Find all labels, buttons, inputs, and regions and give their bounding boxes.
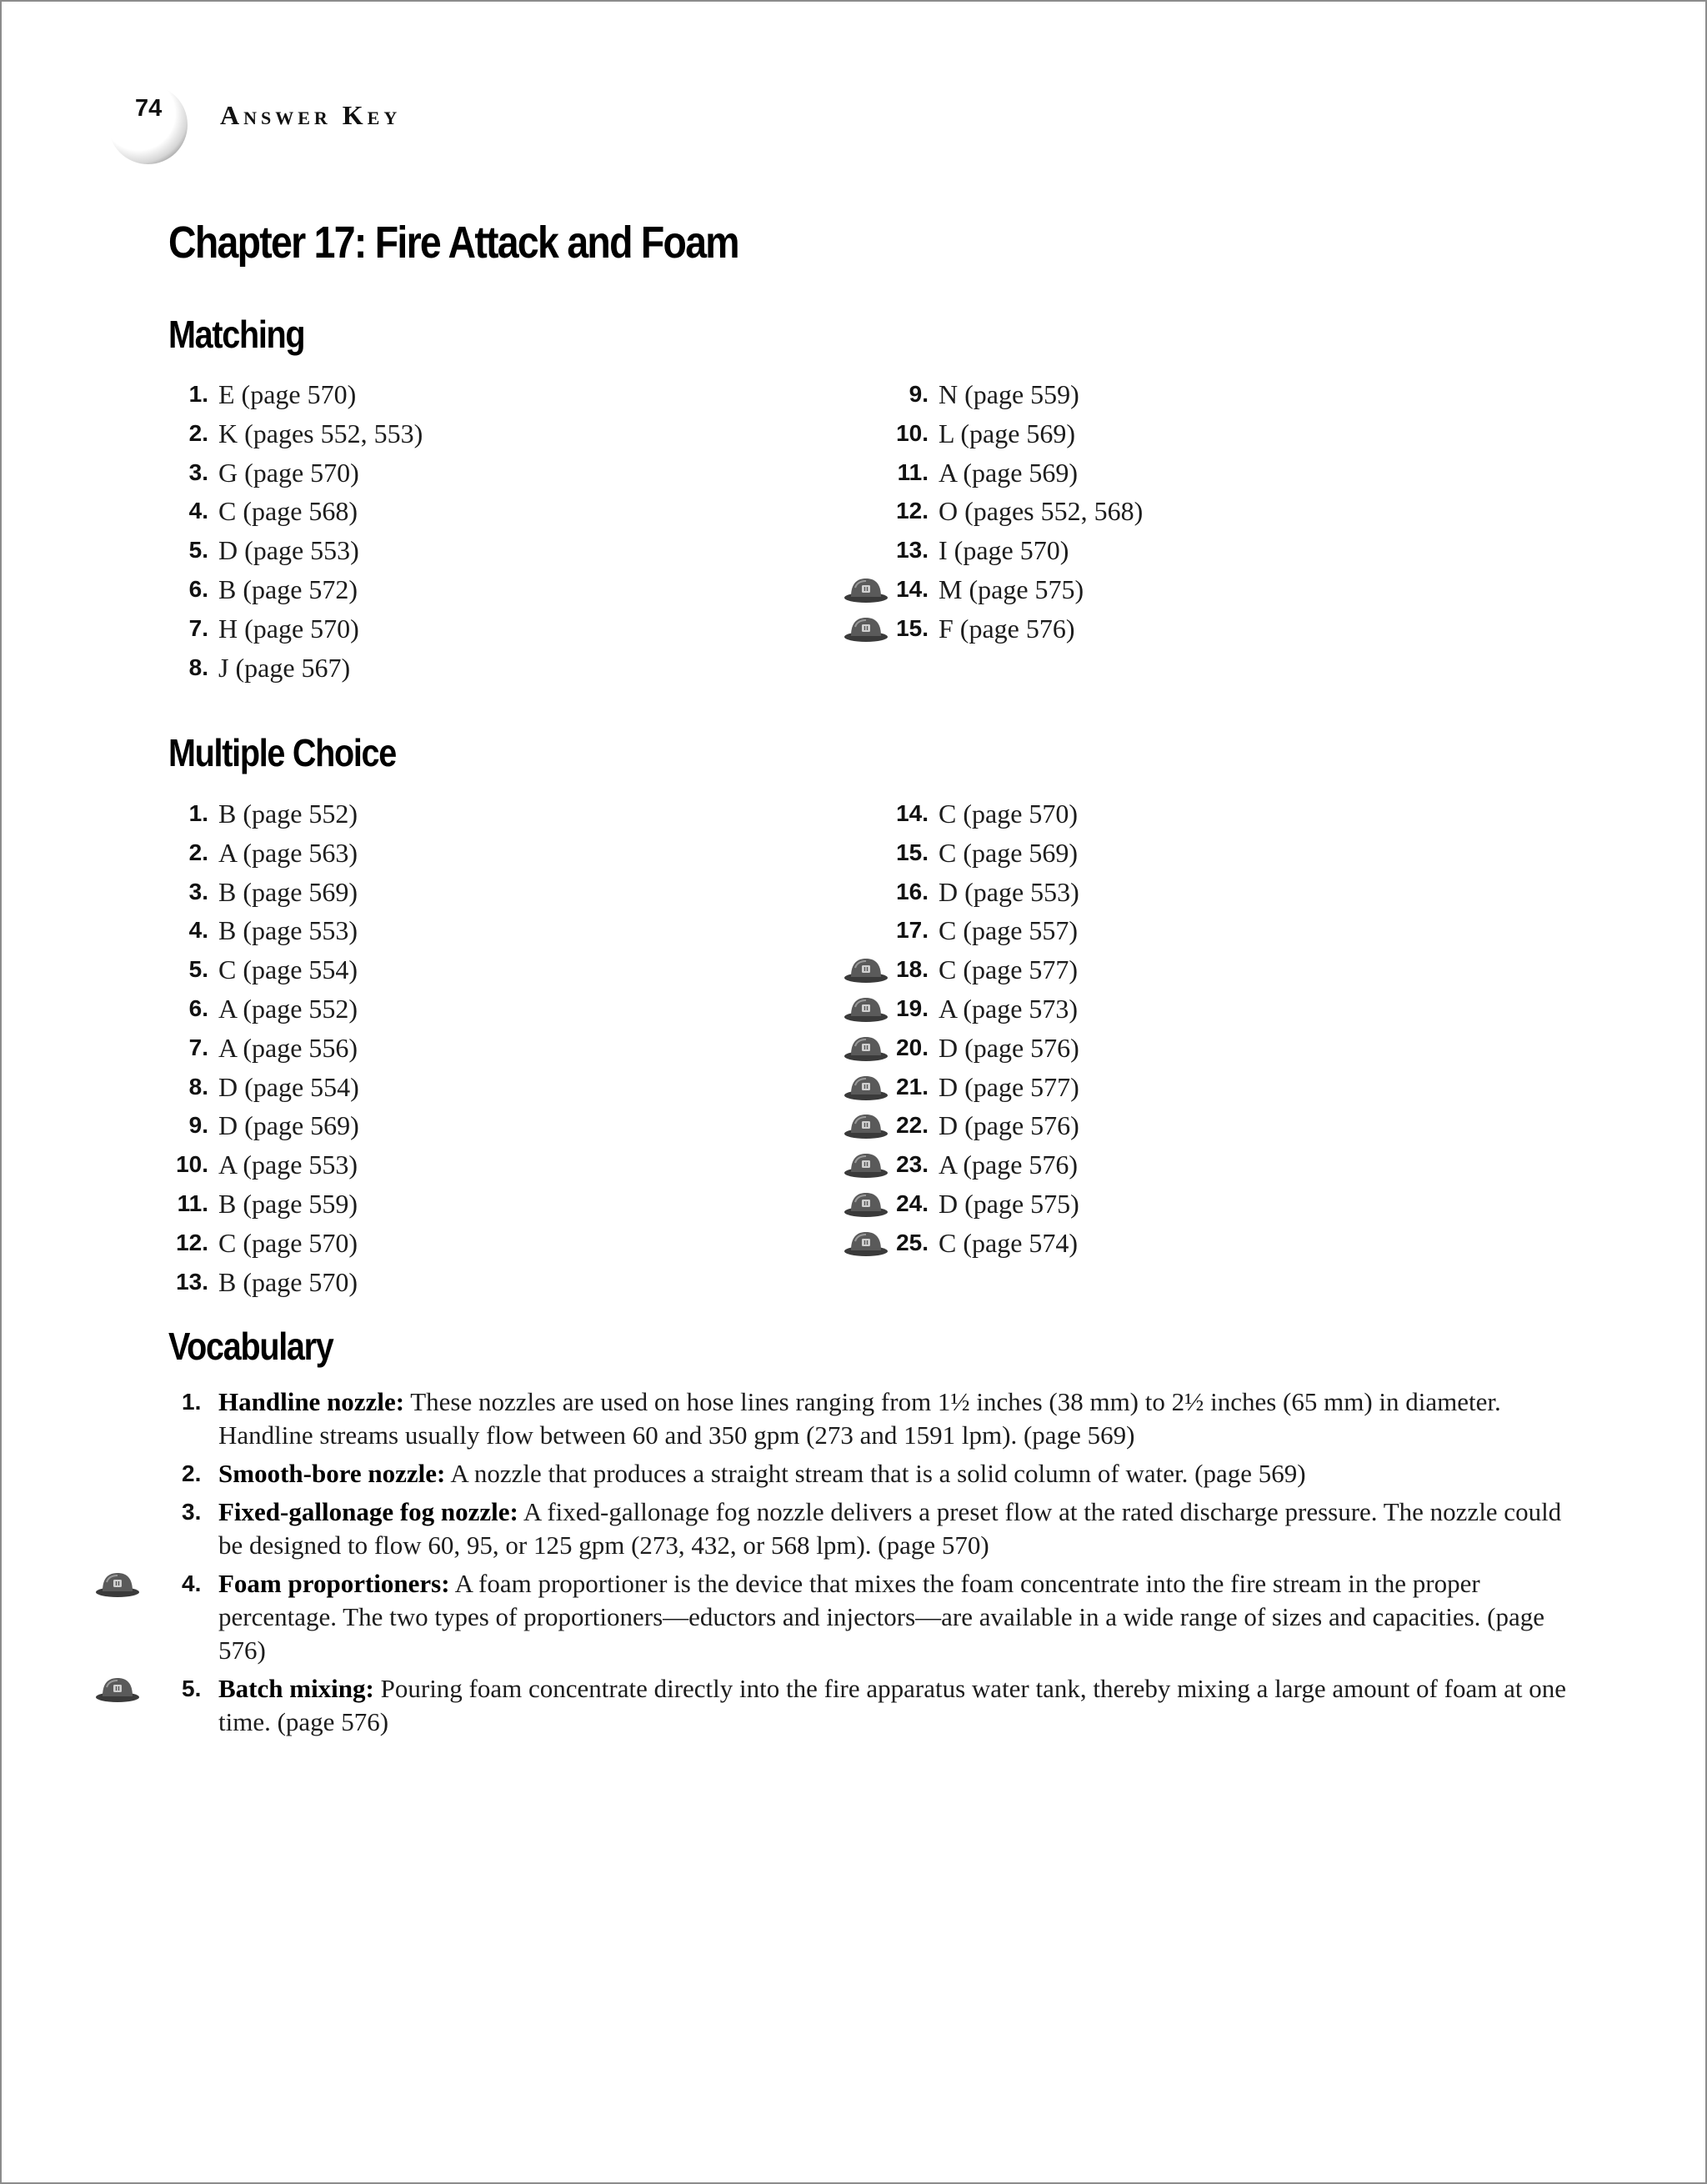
vocabulary-number: 5. <box>182 1676 202 1701</box>
firefighter-helmet-icon <box>843 1112 889 1140</box>
answer-number: 7. <box>188 614 208 641</box>
matching-right-column <box>896 375 1144 649</box>
answer-text: D (page 576) <box>939 1110 1079 1141</box>
section-title-vocabulary: Vocabulary <box>168 1325 333 1368</box>
firefighter-helmet-icon <box>95 1570 140 1599</box>
answer-number: 18. <box>896 956 929 983</box>
answer-number: 12. <box>176 1229 208 1255</box>
answer-text: C (page 574) <box>939 1227 1079 1258</box>
vocabulary-item <box>182 1457 1569 1490</box>
section-title-matching: Matching <box>168 313 305 356</box>
answer-item <box>188 492 423 531</box>
vocabulary-term: Handline nozzle: <box>218 1387 405 1416</box>
answer-item <box>896 1029 1079 1068</box>
answer-item <box>188 950 359 989</box>
answer-number: 6. <box>188 575 208 602</box>
answer-number: 20. <box>896 1034 929 1060</box>
answer-number: 11. <box>177 1190 208 1216</box>
chapter-title: Chapter 17: Fire Attack and Foam <box>168 218 738 268</box>
answer-text: A (page 576) <box>939 1150 1079 1180</box>
vocabulary-number: 1. <box>182 1389 202 1415</box>
answer-item <box>188 375 423 414</box>
answer-item <box>896 531 1143 570</box>
answer-number: 21. <box>896 1073 929 1100</box>
answer-item <box>188 834 359 873</box>
answer-text: A (page 563) <box>218 837 358 868</box>
vocabulary-item <box>182 1672 1569 1739</box>
firefighter-helmet-icon <box>95 1676 140 1704</box>
answer-text: C (page 570) <box>218 1227 358 1258</box>
answer-text: C (page 568) <box>218 496 358 527</box>
answer-text: H (page 570) <box>218 613 359 644</box>
answer-text: D (page 554) <box>218 1071 359 1102</box>
vocabulary-item <box>182 1567 1569 1667</box>
answer-number: 14. <box>896 575 929 602</box>
answer-item <box>188 1029 359 1068</box>
answer-item <box>176 1263 359 1302</box>
answer-item <box>896 989 1079 1029</box>
answer-number: 14. <box>896 800 929 826</box>
vocabulary-number: 2. <box>182 1460 202 1486</box>
answer-item <box>897 453 1143 493</box>
firefighter-helmet-icon <box>843 576 889 604</box>
answer-item <box>188 414 423 453</box>
answer-text: D (page 553) <box>218 535 359 566</box>
vocabulary-definition <box>218 1385 1569 1452</box>
firefighter-helmet-icon <box>843 1151 889 1180</box>
answer-item <box>188 794 359 834</box>
answer-text: L (page 569) <box>939 418 1076 448</box>
answer-item <box>188 453 423 493</box>
answer-number: 1. <box>188 381 208 407</box>
answer-number: 23. <box>896 1151 929 1178</box>
answer-number: 24. <box>896 1190 929 1216</box>
answer-item <box>177 1185 359 1224</box>
answer-text: D (page 569) <box>218 1110 359 1141</box>
answer-text: B (page 570) <box>218 1266 358 1297</box>
answer-text: B (page 552) <box>218 799 358 829</box>
answer-item <box>896 834 1079 873</box>
firefighter-helmet-icon <box>843 1190 889 1219</box>
answer-text: I (page 570) <box>939 535 1069 566</box>
answer-number: 25. <box>896 1229 929 1255</box>
answer-item <box>896 570 1143 609</box>
answer-number: 4. <box>188 498 208 524</box>
firefighter-helmet-icon <box>843 956 889 984</box>
answer-item <box>188 531 423 570</box>
firefighter-helmet-icon <box>843 995 889 1024</box>
answer-item <box>896 1224 1079 1263</box>
vocabulary-term: Foam proportioners: <box>218 1569 450 1598</box>
answer-text: G (page 570) <box>218 457 359 488</box>
vocabulary-text: A fixed-gallonage fog nozzle delivers a preset flow at the rated discharge pressure. The nozzle could be designed to flow 60, 95, or 125 gpm (273, 432, or 568 lpm). (page 570) <box>218 1497 1562 1560</box>
multiple-choice-right-column <box>896 794 1079 1263</box>
answer-text: A (page 569) <box>939 457 1079 488</box>
matching-left-column <box>188 375 423 687</box>
answer-text: D (page 575) <box>939 1188 1079 1219</box>
answer-text: A (page 556) <box>218 1032 358 1063</box>
answer-text: C (page 569) <box>939 837 1079 868</box>
vocabulary-term: Fixed-gallonage fog nozzle: <box>218 1497 518 1526</box>
answer-number: 7. <box>188 1034 208 1060</box>
vocabulary-term: Batch mixing: <box>218 1674 374 1703</box>
answer-text: E (page 570) <box>218 379 357 409</box>
answer-item <box>188 649 423 688</box>
answer-number: 8. <box>188 1073 208 1100</box>
answer-item <box>896 911 1079 950</box>
answer-item <box>188 570 423 609</box>
answer-text: A (page 573) <box>939 993 1079 1024</box>
vocabulary-item <box>182 1385 1569 1452</box>
answer-item <box>188 989 359 1029</box>
running-head: Answer Key <box>220 100 402 130</box>
answer-number: 9. <box>909 381 929 407</box>
answer-text: B (page 553) <box>218 915 358 946</box>
answer-number: 16. <box>896 878 929 904</box>
answer-number: 3. <box>188 458 208 485</box>
answer-number: 17. <box>896 917 929 944</box>
firefighter-helmet-icon <box>843 1034 889 1063</box>
answer-item <box>909 375 1143 414</box>
answer-text: J (page 567) <box>218 652 351 683</box>
answer-text: M (page 575) <box>939 574 1084 604</box>
answer-text: B (page 569) <box>218 876 358 907</box>
answer-number: 19. <box>896 994 929 1021</box>
answer-item <box>188 609 423 649</box>
multiple-choice-left-column <box>176 794 359 1301</box>
section-title-multiple-choice: Multiple Choice <box>168 731 396 774</box>
vocabulary-definition <box>218 1567 1569 1667</box>
firefighter-helmet-icon <box>843 1074 889 1102</box>
answer-text: K (pages 552, 553) <box>218 418 423 448</box>
vocabulary-text: Pouring foam concentrate directly into the fire apparatus water tank, thereby mixing a large amount of foam at one time. (page 576) <box>218 1674 1566 1736</box>
answer-item <box>896 492 1144 531</box>
answer-item <box>896 414 1143 453</box>
answer-text: C (page 577) <box>939 954 1079 985</box>
answer-item <box>896 950 1079 989</box>
answer-number: 3. <box>188 878 208 904</box>
answer-item <box>896 609 1143 649</box>
answer-item <box>176 1145 359 1185</box>
answer-number: 10. <box>176 1151 208 1178</box>
answer-text: B (page 572) <box>218 574 358 604</box>
answer-number: 2. <box>188 839 208 865</box>
answer-item <box>896 1145 1079 1185</box>
answer-text: N (page 559) <box>939 379 1079 409</box>
answer-number: 10. <box>896 419 929 446</box>
firefighter-helmet-icon <box>843 1230 889 1258</box>
answer-item <box>188 1068 359 1107</box>
answer-text: D (page 553) <box>939 876 1079 907</box>
answer-item <box>896 1068 1079 1107</box>
answer-text: D (page 576) <box>939 1032 1079 1063</box>
answer-number: 2. <box>188 419 208 446</box>
answer-item <box>188 911 359 950</box>
vocabulary-definition <box>218 1672 1569 1739</box>
answer-number: 15. <box>896 839 929 865</box>
answer-item <box>896 1185 1079 1224</box>
answer-number: 12. <box>896 498 929 524</box>
answer-number: 13. <box>176 1268 208 1295</box>
answer-number: 8. <box>188 654 208 680</box>
vocabulary-text: A nozzle that produces a straight stream that is a solid column of water. (page 569) <box>445 1459 1306 1488</box>
vocabulary-number: 4. <box>182 1570 202 1596</box>
vocabulary-item <box>182 1495 1569 1562</box>
answer-number: 5. <box>188 956 208 983</box>
answer-text: C (page 570) <box>939 799 1079 829</box>
answer-item <box>896 794 1079 834</box>
answer-text: O (pages 552, 568) <box>939 496 1144 527</box>
vocabulary-definition <box>218 1457 1569 1490</box>
answer-number: 11. <box>897 458 929 485</box>
vocabulary-term: Smooth-bore nozzle: <box>218 1459 446 1488</box>
answer-text: D (page 577) <box>939 1071 1079 1102</box>
vocabulary-text: These nozzles are used on hose lines ranging from 1½ inches (38 mm) to 2½ inches (65 mm) in diameter. Handline streams usually flow between 60 and 350 gpm (273 and 1591 lpm). (page 569) <box>218 1387 1501 1450</box>
answer-number: 9. <box>188 1112 208 1139</box>
answer-number: 5. <box>188 537 208 564</box>
answer-number: 13. <box>896 537 929 564</box>
answer-item <box>188 873 359 912</box>
answer-item <box>896 873 1079 912</box>
vocabulary-text: A foam proportioner is the device that mixes the foam concentrate into the fire stream in the proper percentage. The two types of proportioners—eductors and injectors—are available in a wide range of sizes and capacities. (page 576) <box>218 1569 1544 1665</box>
answer-number: 4. <box>188 917 208 944</box>
answer-item <box>176 1224 359 1263</box>
answer-number: 15. <box>896 614 929 641</box>
page-number: 74 <box>135 95 163 122</box>
answer-item <box>896 1106 1079 1145</box>
answer-text: F (page 576) <box>939 613 1075 644</box>
answer-text: B (page 559) <box>218 1188 358 1219</box>
firefighter-helmet-icon <box>843 615 889 644</box>
answer-number: 1. <box>188 800 208 826</box>
answer-text: C (page 554) <box>218 954 358 985</box>
answer-text: A (page 553) <box>218 1150 358 1180</box>
answer-number: 22. <box>896 1112 929 1139</box>
answer-number: 6. <box>188 994 208 1021</box>
answer-text: A (page 552) <box>218 993 358 1024</box>
answer-item <box>188 1106 359 1145</box>
vocabulary-definition <box>218 1495 1569 1562</box>
answer-text: C (page 557) <box>939 915 1079 946</box>
vocabulary-number: 3. <box>182 1499 202 1525</box>
vocabulary-list <box>182 1385 1569 1744</box>
